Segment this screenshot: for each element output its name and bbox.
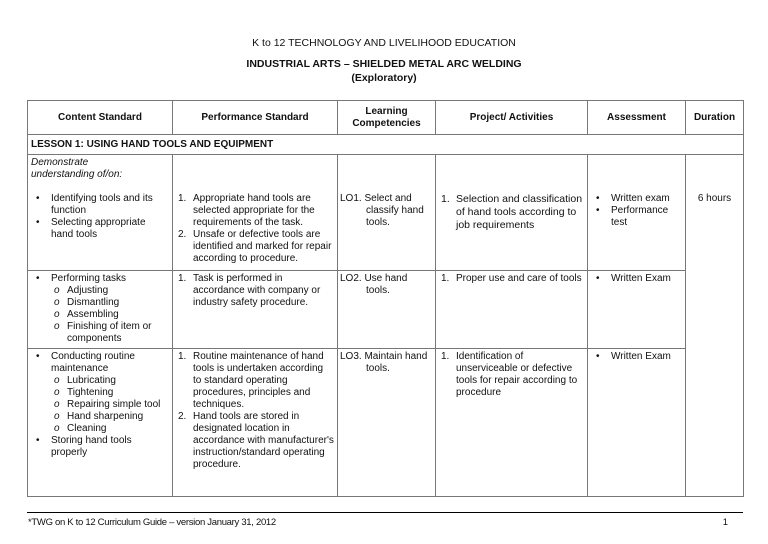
item-text: Selection and classification of hand tools according to job requirements — [456, 193, 583, 231]
doc-subtitle-level: (Exploratory) — [351, 72, 417, 84]
doc-subtitle: INDUSTRIAL ARTS – SHIELDED METAL ARC WELDING — [246, 58, 522, 70]
performance-cell — [173, 271, 338, 349]
footer-note: *TWG on K to 12 Curriculum Guide – version January 31, 2012 — [28, 517, 276, 528]
list-item: 1. Identification of unserviceable or defective tools for repair according to procedure — [441, 351, 578, 398]
list-item: 1. Routine maintenance of hand tools is undertaken according to standard operating procedures, principles and techniques. — [178, 351, 324, 410]
col-assessment: Assessment — [588, 101, 686, 135]
footer-divider — [27, 512, 743, 513]
sub-item: o Dismantling — [51, 297, 169, 309]
intro-text: Demonstrate understanding of/on: — [31, 157, 123, 180]
competency-cell — [338, 271, 436, 349]
competency-text: LO1. Select and classify hand tools. — [340, 193, 424, 228]
col-learning-competencies: Learning Competencies — [338, 101, 436, 135]
assessment-cell — [588, 155, 686, 271]
table-row — [28, 271, 744, 349]
activities-cell — [436, 155, 588, 271]
list-item: 1. Appropriate hand tools are selected appropriate for the requirements of the task. — [178, 193, 315, 228]
col-content-standard: Content Standard — [28, 101, 173, 135]
sub-item: o Repairing simple tool — [51, 399, 169, 411]
list-item: • Identifying tools and its function — [31, 193, 169, 217]
item-text: Performing tasks — [51, 273, 127, 284]
list-item: • Selecting appropriate hand tools — [31, 217, 169, 241]
content-cell — [28, 349, 173, 497]
performance-cell — [173, 155, 338, 271]
item-text: Routine maintenance of hand tools is undertaken according to standard operating procedures, principles and techniques. — [193, 351, 324, 410]
assessment-cell — [588, 349, 686, 497]
table-row — [28, 349, 744, 497]
performance-cell — [173, 349, 338, 497]
item-text: Identification of unserviceable or defective tools for repair according to procedure — [456, 351, 578, 398]
curriculum-table — [27, 100, 744, 497]
activities-cell — [436, 271, 588, 349]
sub-item: o Tightening — [51, 387, 169, 399]
list-item: 2. Unsafe or defective tools are identified and marked for repair according to procedure. — [178, 229, 332, 264]
header-row — [28, 101, 744, 135]
sub-item: o Hand sharpening — [51, 411, 169, 423]
item-text: Conducting routine maintenance — [51, 351, 135, 374]
list-item: 1. Task is performed in accordance with company or industry safety procedure. — [178, 273, 321, 308]
doc-title: K to 12 TECHNOLOGY AND LIVELIHOOD EDUCATION — [252, 37, 516, 49]
duration-cell — [686, 155, 744, 497]
page-number: 1 — [722, 517, 728, 528]
col-project-activities: Project/ Activities — [436, 101, 588, 135]
col-duration: Duration — [686, 101, 744, 135]
list-item: • Performance test — [591, 205, 682, 229]
sub-item: o Finishing of item or components — [51, 321, 169, 345]
sub-item: o Assembling — [51, 309, 169, 321]
item-text: Unsafe or defective tools are identified and marked for repair according to procedure. — [193, 229, 332, 264]
list-item: 1. Proper use and care of tools — [441, 273, 582, 284]
list-item — [31, 351, 169, 435]
item-text: Proper use and care of tools — [456, 273, 582, 284]
list-item: • Written Exam — [591, 273, 682, 285]
item-text: Task is performed in accordance with company or industry safety procedure. — [193, 273, 321, 308]
list-item: 2. Hand tools are stored in designated location in accordance with manufacturer's instruction/standard operating procedure. — [178, 411, 334, 470]
table-row — [28, 155, 744, 271]
competency-text: LO3. Maintain hand tools. — [340, 351, 428, 374]
item-text: Hand tools are stored in designated location in accordance with manufacturer's instruction/standard operating procedure. — [193, 411, 334, 470]
list-item: 1. Selection and classification of hand tools according to job requirements — [441, 193, 583, 231]
sub-item: o Adjusting — [51, 285, 169, 297]
competency-text: LO2. Use hand tools. — [340, 273, 408, 296]
lesson-title: LESSON 1: USING HAND TOOLS AND EQUIPMENT — [28, 135, 744, 155]
duration-value: 6 hours — [697, 193, 732, 204]
list-item — [31, 273, 169, 345]
list-item: • Written Exam — [591, 351, 682, 363]
sub-item: o Lubricating — [51, 375, 169, 387]
assessment-cell — [588, 271, 686, 349]
activities-cell — [436, 349, 588, 497]
list-item: • Storing hand tools properly — [31, 435, 169, 459]
sub-item: o Cleaning — [51, 423, 169, 435]
competency-cell — [338, 349, 436, 497]
item-text: Appropriate hand tools are selected appropriate for the requirements of the task. — [193, 193, 315, 228]
list-item: • Written exam — [591, 193, 682, 205]
col-performance-standard: Performance Standard — [173, 101, 338, 135]
content-cell — [28, 155, 173, 271]
content-cell — [28, 271, 173, 349]
lesson-row — [28, 135, 744, 155]
competency-cell — [338, 155, 436, 271]
